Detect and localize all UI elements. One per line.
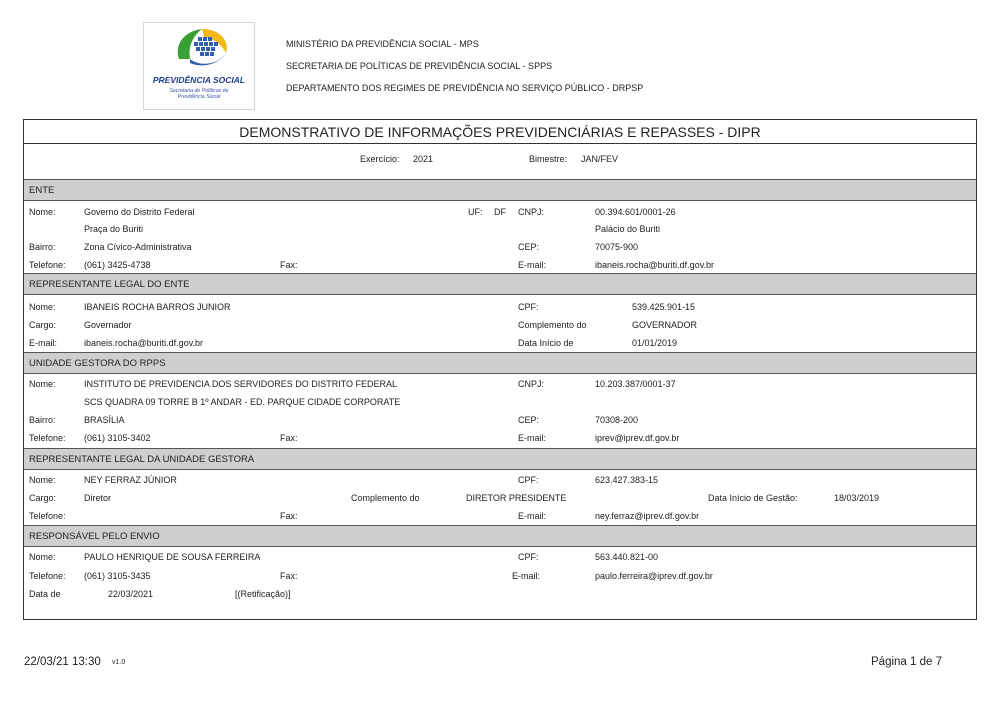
rep-ente-cpf-label: CPF: <box>518 302 539 312</box>
section-unidade-gestora-title: UNIDADE GESTORA DO RPPS <box>29 358 166 369</box>
logo-name: PREVIDÊNCIA SOCIAL <box>152 75 246 85</box>
unidade-cep-label: CEP: <box>518 415 540 425</box>
ente-email-label: E-mail: <box>518 260 547 270</box>
unidade-nome: INSTITUTO DE PREVIDENCIA DOS SERVIDORES DO DISTRITO FEDERAL <box>84 379 398 389</box>
resp-cpf: 563.440.821-00 <box>595 552 659 562</box>
unidade-telefone-label: Telefone: <box>29 433 66 443</box>
ente-email: ibaneis.rocha@buriti.df.gov.br <box>595 260 715 270</box>
ente-bairro-label: Bairro: <box>29 242 56 252</box>
ente-complemento: Palácio do Buriti <box>595 224 661 234</box>
rep-unidade-email: ney.ferraz@iprev.df.gov.br <box>595 511 700 521</box>
ente-uf-label: UF: <box>468 207 483 217</box>
section-representante-ente <box>24 273 976 295</box>
resp-telefone: (061) 3105-3435 <box>84 571 151 581</box>
ente-bairro: Zona Cívico-Administrativa <box>84 242 192 252</box>
rep-unidade-complemento-label: Complemento do <box>351 493 420 503</box>
resp-nome: PAULO HENRIQUE DE SOUSA FERREIRA <box>84 552 261 562</box>
rep-unidade-cpf: 623.427.383-15 <box>595 475 659 485</box>
rep-unidade-telefone-label: Telefone: <box>29 511 66 521</box>
resp-data-label: Data de <box>29 589 61 599</box>
ente-cnpj: 00.394.601/0001-26 <box>595 207 676 217</box>
ente-nome-label: Nome: <box>29 207 56 217</box>
footer-version: v1.0 <box>112 659 126 666</box>
unidade-bairro: BRASÍLIA <box>84 415 125 425</box>
exercicio-value: 2021 <box>413 154 434 164</box>
rep-ente-cpf: 539.425.901-15 <box>632 302 696 312</box>
resp-cpf-label: CPF: <box>518 552 539 562</box>
rep-unidade-cargo-label: Cargo: <box>29 493 57 503</box>
ente-nome: Governo do Distrito Federal <box>84 207 195 217</box>
rep-unidade-data: 18/03/2019 <box>834 493 880 503</box>
resp-telefone-label: Telefone: <box>29 571 66 581</box>
resp-retificacao: [(Retificação)] <box>235 589 291 599</box>
resp-nome-label: Nome: <box>29 552 56 562</box>
rep-ente-cargo-label: Cargo: <box>29 320 57 330</box>
rep-ente-email-label: E-mail: <box>29 338 58 348</box>
unidade-bairro-label: Bairro: <box>29 415 56 425</box>
unidade-endereco: SCS QUADRA 09 TORRE B 1º ANDAR - ED. PARQUE CIDADE CORPORATE <box>84 397 401 407</box>
rep-ente-nome: IBANEIS ROCHA BARROS JUNIOR <box>84 302 231 312</box>
rep-unidade-fax-label: Fax: <box>280 511 298 521</box>
ente-cep: 70075-900 <box>595 242 639 252</box>
section-representante-ente-title: REPRESENTANTE LEGAL DO ENTE <box>29 279 190 290</box>
rep-ente-complemento-label: Complemento do <box>518 320 587 330</box>
unidade-email-label: E-mail: <box>518 433 547 443</box>
rep-ente-complemento: GOVERNADOR <box>632 320 698 330</box>
section-ente-title: ENTE <box>29 185 55 196</box>
ente-telefone-label: Telefone: <box>29 260 66 270</box>
bimestre-value: JAN/FEV <box>581 154 619 164</box>
logo-sub-line-1: Secretaria de Políticas de <box>169 88 229 94</box>
rep-unidade-cargo: Diretor <box>84 493 112 503</box>
ente-uf: DF <box>494 207 506 217</box>
footer-timestamp: 22/03/21 13:30 <box>24 656 101 668</box>
section-unidade-gestora <box>24 352 976 374</box>
rep-unidade-email-label: E-mail: <box>518 511 547 521</box>
exercicio-label: Exercício: <box>360 154 400 164</box>
bimestre-label: Bimestre: <box>529 154 568 164</box>
ente-endereco: Praça do Buriti <box>84 224 144 234</box>
previdencia-logo <box>143 22 255 110</box>
header-ministerio: MINISTÉRIO DA PREVIDÊNCIA SOCIAL - MPS <box>286 39 479 49</box>
rep-unidade-data-label: Data Início de Gestão: <box>708 493 798 503</box>
header-secretaria: SECRETARIA DE POLÍTICAS DE PREVIDÊNCIA SOCIAL - SPPS <box>286 61 553 71</box>
section-responsavel-envio-title: RESPONSÁVEL PELO ENVIO <box>29 531 160 542</box>
rep-unidade-nome-label: Nome: <box>29 475 56 485</box>
logo-emblem-icon <box>144 23 254 75</box>
ente-telefone: (061) 3425-4738 <box>84 260 151 270</box>
unidade-nome-label: Nome: <box>29 379 56 389</box>
unidade-cep: 70308-200 <box>595 415 639 425</box>
rep-ente-email: ibaneis.rocha@buriti.df.gov.br <box>84 338 204 348</box>
resp-fax-label: Fax: <box>280 571 298 581</box>
ente-cnpj-label: CNPJ: <box>518 207 545 217</box>
unidade-cnpj-label: CNPJ: <box>518 379 545 389</box>
unidade-fax-label: Fax: <box>280 433 298 443</box>
section-ente <box>24 179 976 201</box>
resp-email-label: E-mail: <box>512 571 541 581</box>
unidade-telefone: (061) 3105-3402 <box>84 433 151 443</box>
unidade-email: iprev@iprev.df.gov.br <box>595 433 680 443</box>
resp-data: 22/03/2021 <box>108 589 154 599</box>
rep-unidade-complemento: DIRETOR PRESIDENTE <box>466 493 567 503</box>
title-divider <box>24 143 976 144</box>
section-responsavel-envio <box>24 525 976 547</box>
rep-unidade-cpf-label: CPF: <box>518 475 539 485</box>
footer-page: Página 1 de 7 <box>871 656 942 668</box>
ente-fax-label: Fax: <box>280 260 298 270</box>
report-title: DEMONSTRATIVO DE INFORMAÇÕES PREVIDENCIÁRIAS E REPASSES - DIPR <box>239 124 761 140</box>
header-departamento: DEPARTAMENTO DOS REGIMES DE PREVIDÊNCIA NO SERVIÇO PÚBLICO - DRPSP <box>286 83 644 93</box>
unidade-cnpj: 10.203.387/0001-37 <box>595 379 676 389</box>
rep-ente-nome-label: Nome: <box>29 302 56 312</box>
ente-cep-label: CEP: <box>518 242 540 252</box>
rep-ente-cargo: Governador <box>84 320 132 330</box>
section-representante-unidade <box>24 448 976 470</box>
section-representante-unidade-title: REPRESENTANTE LEGAL DA UNIDADE GESTORA <box>29 454 255 465</box>
resp-email: paulo.ferreira@iprev.df.gov.br <box>595 571 713 581</box>
rep-ente-data: 01/01/2019 <box>632 338 678 348</box>
logo-sub-line-2: Previdência Social <box>177 94 221 100</box>
rep-ente-data-label: Data Início de <box>518 338 574 348</box>
rep-unidade-nome: NEY FERRAZ JÚNIOR <box>84 475 177 485</box>
